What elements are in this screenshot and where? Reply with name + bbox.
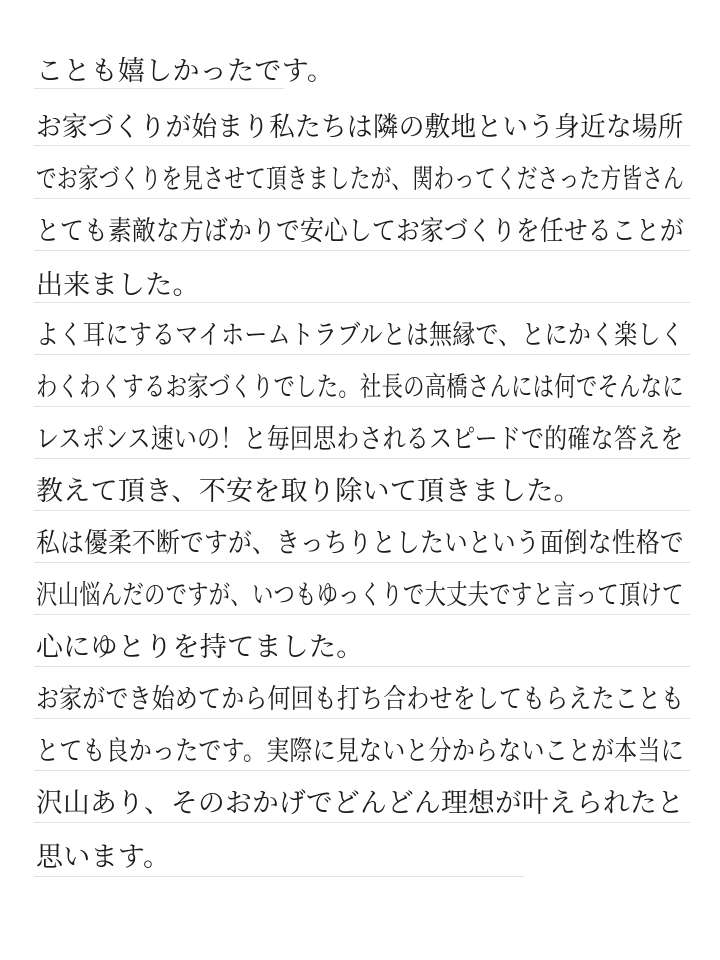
letter-line: レスポンス速いの！と毎回思わされるスピードで的確な答えを [36, 424, 684, 455]
ruled-line [34, 406, 690, 407]
ruled-line [34, 458, 690, 459]
letter-line: 思います。 [36, 842, 171, 873]
letter-line: お家ができ始めてから何回も打ち合わせをしてもらえたことも [36, 684, 685, 715]
letter-line: よく耳にするマイホームトラブルとは無縁で、とにかく楽しく [36, 320, 684, 351]
ruled-line [34, 510, 690, 511]
letter-line: でお家づくりを見させて頂きましたが、関わってくださった方皆さん [36, 164, 685, 195]
letter-line: とても素敵な方ばかりで安心してお家づくりを任せることが [36, 216, 684, 247]
ruled-line [34, 770, 690, 771]
letter-line: 私は優柔不断ですが、きっちりとしたいという面倒な性格で [36, 528, 684, 559]
ruled-line [34, 88, 284, 89]
letter-line: 心にゆとりを持てました。 [36, 632, 364, 663]
letter-line: 沢山悩んだのですが、いつもゆっくりで大丈夫ですと言って頂けて [36, 580, 684, 611]
ruled-line [34, 145, 690, 146]
letter-line: お家づくりが始まり私たちは隣の敷地という身近な場所 [36, 112, 684, 143]
ruled-line [34, 354, 690, 355]
ruled-line [34, 718, 690, 719]
ruled-line [34, 822, 690, 823]
ruled-line [34, 250, 690, 251]
ruled-line [34, 302, 690, 303]
letter-line: とても良かったです。実際に見ないと分からないことが本当に [36, 736, 684, 767]
letter-line: ことも嬉しかったです。 [36, 56, 335, 87]
letter-line: 教えて頂き、不安を取り除いて頂きました。 [36, 476, 581, 507]
letter-line: 出来ました。 [36, 270, 200, 301]
letter-line: 沢山あり、そのおかげでどんどん理想が叶えられたと [36, 788, 684, 819]
ruled-line [34, 876, 524, 877]
ruled-line [34, 614, 690, 615]
letter-line: わくわくするお家づくりでした。社長の高橋さんには何でそんなに [36, 372, 684, 403]
ruled-line [34, 562, 690, 563]
ruled-line [34, 198, 690, 199]
ruled-line [34, 666, 690, 667]
